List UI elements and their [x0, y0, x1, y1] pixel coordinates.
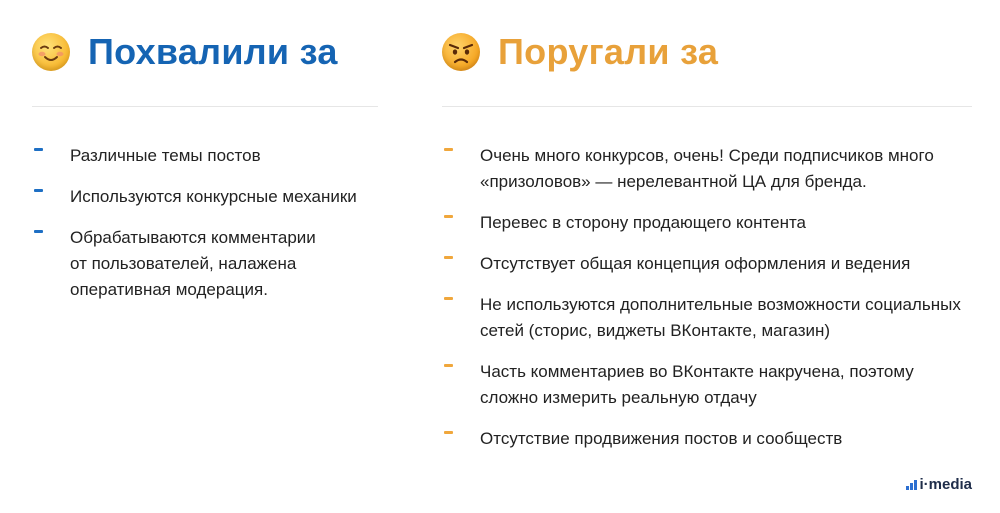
dash-bullet-icon [444, 215, 453, 218]
divider [32, 106, 378, 107]
praised-list [32, 143, 378, 303]
criticized-column [442, 0, 972, 467]
list-item: Различные темы постов [32, 143, 378, 169]
list-item: Отсутствие продвижения постов и сообществ [442, 426, 972, 452]
criticized-title: Поругали за [498, 31, 719, 72]
list-item: Используются конкурсные механики [32, 184, 378, 210]
dash-bullet-icon [444, 148, 453, 151]
list-item: Отсутствует общая концепция оформления и ведения [442, 251, 972, 277]
criticized-list [442, 143, 972, 452]
angry-face-icon [442, 33, 480, 71]
divider [442, 106, 972, 107]
dash-bullet-icon [34, 148, 43, 151]
smiling-face-icon [32, 33, 70, 71]
praised-column [32, 0, 378, 318]
dash-bullet-icon [34, 230, 43, 233]
dash-bullet-icon [444, 364, 453, 367]
dash-bullet-icon [34, 189, 43, 192]
praised-heading [32, 28, 378, 76]
list-item: Не используются дополнительные возможности социальных сетей (сторис, виджеты ВКонтакте, магазин) [442, 292, 972, 344]
imedia-logo [906, 476, 972, 493]
criticized-heading [442, 28, 972, 76]
list-item: Перевес в сторону продающего контента [442, 210, 972, 236]
dash-bullet-icon [444, 431, 453, 434]
imedia-bars-icon [906, 480, 917, 490]
list-item: Обрабатываются комментарии от пользователей, налажена оперативная модерация. [32, 225, 378, 303]
praised-title: Похвалили за [88, 31, 338, 72]
list-item: Очень много конкурсов, очень! Среди подписчиков много «призоловов» — нерелевантной ЦА для бренда. [442, 143, 972, 195]
dash-bullet-icon [444, 256, 453, 259]
dash-bullet-icon [444, 297, 453, 300]
list-item: Часть комментариев во ВКонтакте накручена, поэтому сложно измерить реальную отдачу [442, 359, 972, 411]
logo-text: i·media [919, 476, 972, 493]
